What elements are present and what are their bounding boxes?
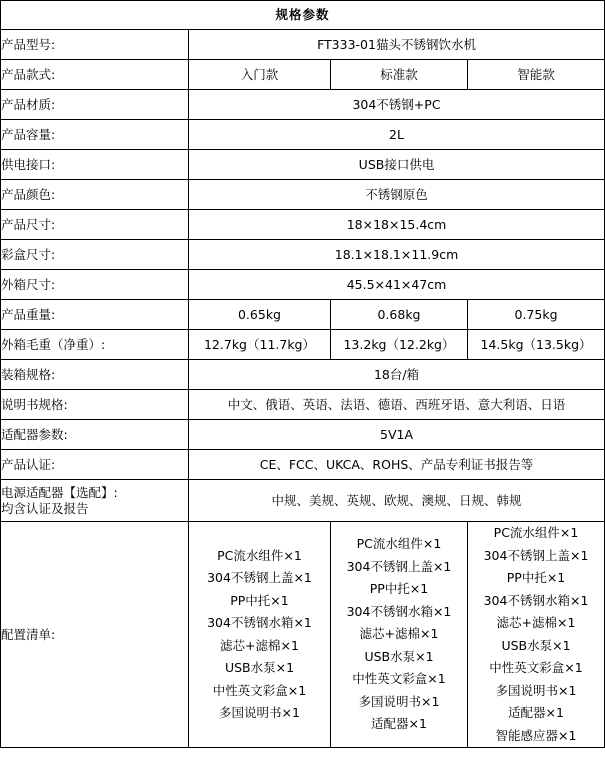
contents-standard [331,522,468,748]
plug-value: 中规、美规、英规、欧规、澳规、日规、韩规 [189,480,605,522]
giftbox-label: 彩盒尺寸: [1,240,189,270]
row-power [1,150,605,180]
row-manual [1,390,605,420]
cert-label: 产品认证: [1,450,189,480]
row-plug [1,480,605,522]
list-item: PC流水组件×1 [493,525,579,540]
weight-standard: 0.68kg [331,300,468,330]
weight-basic: 0.65kg [189,300,331,330]
list-item: 适配器×1 [371,716,427,732]
row-contents [1,522,605,748]
capacity-value: 2L [189,120,605,150]
power-value: USB接口供电 [189,150,605,180]
power-label: 供电接口: [1,150,189,180]
list-item: 滤芯+滤棉×1 [359,626,439,642]
row-adapter [1,420,605,450]
gross-standard: 13.2kg（12.2kg） [331,330,468,360]
list-item: USB水泵×1 [501,637,571,653]
list-item: 滤芯+滤棉×1 [220,637,299,653]
row-capacity [1,120,605,150]
carton-label: 外箱尺寸: [1,270,189,300]
size-label: 产品尺寸: [1,210,189,240]
gross-smart: 14.5kg（13.5kg） [468,330,605,360]
row-carton [1,270,605,300]
material-label: 产品材质: [1,90,189,120]
list-item: PC流水组件×1 [356,536,442,552]
weight-smart: 0.75kg [468,300,605,330]
cert-value: CE、FCC、UKCA、ROHS、产品专利证书报告等 [189,450,605,480]
style-basic: 入门款 [189,60,331,90]
color-value: 不锈钢原色 [189,180,605,210]
list-item: 304不锈钢水箱×1 [346,603,452,619]
list-item: 中性英文彩盒×1 [352,671,446,687]
gross-label: 外箱毛重（净重）: [1,330,189,360]
row-packing [1,360,605,390]
plug-label [1,480,189,522]
row-giftbox [1,240,605,270]
list-item: PP中托×1 [506,570,566,585]
list-item: 304不锈钢水箱×1 [207,615,312,630]
row-model [1,30,605,60]
style-label: 产品款式: [1,60,189,90]
capacity-label: 产品容量: [1,120,189,150]
list-item: 适配器×1 [508,705,564,720]
model-value: FT333-01猫头不锈钢饮水机 [189,30,605,60]
style-smart: 智能款 [468,60,605,90]
packing-value: 18台/箱 [189,360,605,390]
gross-basic: 12.7kg（11.7kg） [189,330,331,360]
list-item: PC流水组件×1 [217,547,302,563]
plug-label-line1: 电源适配器【选配】: [1,484,118,500]
list-item: 304不锈钢上盖×1 [346,558,452,574]
list-item: USB水泵×1 [364,648,434,664]
model-label: 产品型号: [1,30,189,60]
contents-basic [189,522,331,748]
manual-value: 中文、俄语、英语、法语、德语、西班牙语、意大利语、日语 [189,390,605,420]
row-weight [1,300,605,330]
row-color [1,180,605,210]
adapter-label: 适配器参数: [1,420,189,450]
list-item: PP中托×1 [230,592,289,608]
page-title: 规格参数 [1,1,605,30]
list-item: 多国说明书×1 [358,693,440,709]
row-size [1,210,605,240]
list-item: 中性英文彩盒×1 [489,660,583,675]
carton-value: 45.5×41×47cm [189,270,605,300]
row-gross [1,330,605,360]
material-value: 304不锈钢+PC [189,90,605,120]
row-style [1,60,605,90]
row-material [1,90,605,120]
list-item: USB水泵×1 [224,660,295,675]
size-value: 18×18×15.4cm [189,210,605,240]
style-standard: 标准款 [331,60,468,90]
color-label: 产品颜色: [1,180,189,210]
adapter-value: 5V1A [189,420,605,450]
list-item: PP中托×1 [369,581,429,597]
contents-smart [468,522,605,748]
packing-label: 装箱规格: [1,360,189,390]
list-item: 多国说明书×1 [219,705,300,720]
list-item: 304不锈钢上盖×1 [207,570,312,585]
list-item: 中性英文彩盒×1 [212,682,307,698]
list-item: 多国说明书×1 [495,682,577,698]
manual-label: 说明书规格: [1,390,189,420]
contents-label: 配置清单: [1,522,189,748]
plug-label-line2: 均含认证及报告 [1,500,89,516]
list-item: 智能感应器×1 [495,727,577,743]
giftbox-value: 18.1×18.1×11.9cm [189,240,605,270]
weight-label: 产品重量: [1,300,189,330]
list-item: 304不锈钢水箱×1 [483,592,589,608]
row-cert [1,450,605,480]
list-item: 304不锈钢上盖×1 [483,547,589,563]
list-item: 滤芯+滤棉×1 [496,615,576,630]
